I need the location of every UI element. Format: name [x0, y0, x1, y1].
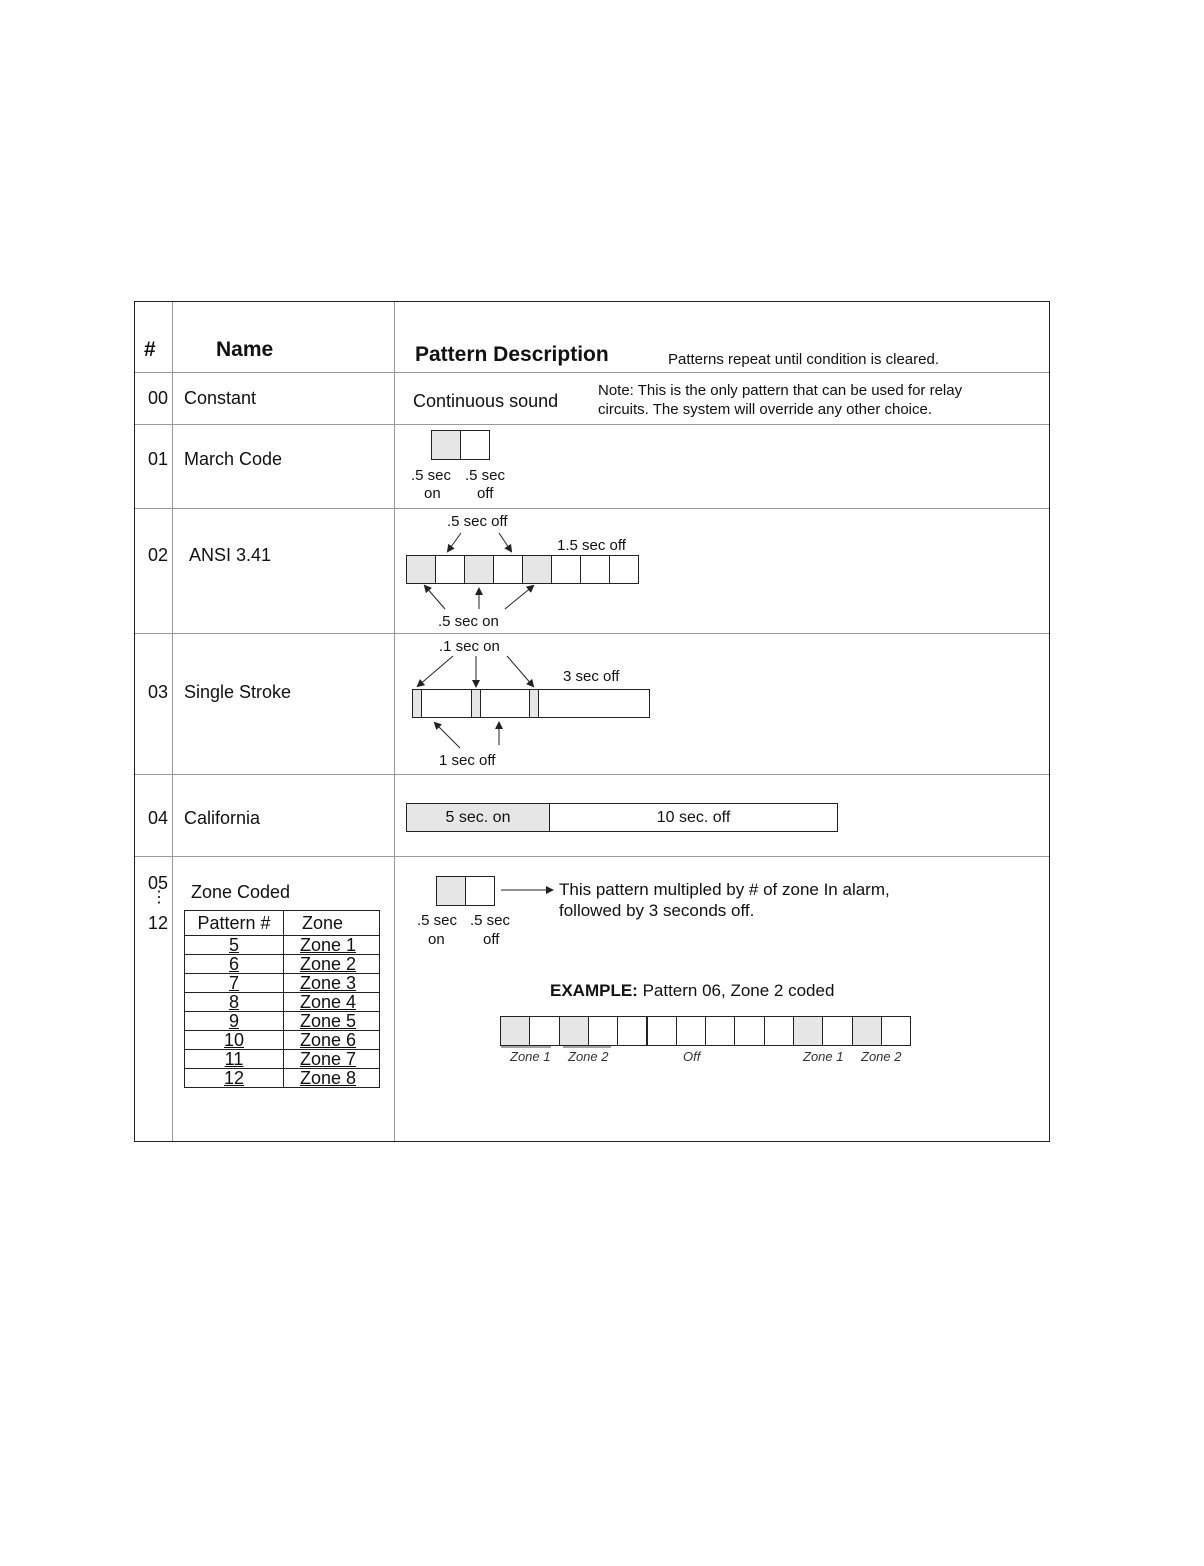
example-label-zone1: Zone 1 [510, 1049, 551, 1064]
stroke-bottom-label: 1 sec off [439, 752, 496, 769]
arrow [505, 586, 533, 609]
ansi-bottom-label: .5 sec on [438, 613, 499, 630]
zone-on-label-2: on [428, 931, 445, 948]
california-on-segment: 5 sec. on [406, 803, 550, 832]
header-pattern-description: Pattern Description [415, 343, 609, 366]
example-label-zone2-repeat: Zone 2 [861, 1049, 902, 1064]
arrow-layer [135, 302, 1051, 1143]
arrow [425, 586, 445, 609]
example-bold: EXAMPLE: [550, 981, 638, 1000]
zone-table-header-zone: Zone [284, 911, 380, 936]
march-on-label: .5 sec [411, 467, 452, 484]
row-03-number: 03 [148, 682, 169, 702]
zone-name: Zone 7 [284, 1050, 380, 1069]
notification-pattern-table [134, 301, 1050, 1142]
header-number: # [144, 338, 156, 361]
pattern-number: 8 [185, 993, 284, 1012]
march-on-label-2: on [424, 485, 441, 502]
example-label-zone2: Zone 2 [568, 1049, 609, 1064]
stroke-long-off-label: 3 sec off [563, 668, 620, 685]
row-01-number: 01 [148, 449, 169, 469]
zone-desc-line1: This pattern multipled by # of zone In alarm, [559, 880, 890, 899]
row-02-name: ANSI 3.41 [189, 545, 272, 565]
pattern-number: 6 [185, 955, 284, 974]
example-label-zone1-repeat: Zone 1 [803, 1049, 844, 1064]
california-off-segment: 10 sec. off [549, 803, 838, 832]
pattern-number: 5 [185, 936, 284, 955]
ansi-long-off-label: 1.5 sec off [557, 537, 626, 554]
row-04-name: California [184, 808, 261, 828]
stroke-top-label: .1 sec on [439, 638, 500, 655]
zone-desc-line2: followed by 3 seconds off. [559, 901, 755, 920]
zone-name: Zone 4 [284, 993, 380, 1012]
arrow [435, 723, 460, 748]
row-04-number: 04 [148, 808, 169, 828]
row-05-12-name: Zone Coded [191, 882, 291, 902]
row-range-dots: ⋮ [151, 889, 167, 906]
zone-name: Zone 6 [284, 1031, 380, 1050]
row-00-note-line2: circuits. The system will override any other choice. [598, 401, 933, 418]
row-05-number: 05 [148, 873, 169, 893]
zone-table-header-pattern: Pattern # [185, 911, 284, 936]
zone-on-label: .5 sec [417, 912, 458, 929]
row-00-name: Constant [184, 388, 257, 408]
example-text: Pattern 06, Zone 2 coded [637, 981, 835, 1000]
arrow [507, 656, 533, 686]
arrow [448, 533, 461, 551]
zone-name: Zone 2 [284, 955, 380, 974]
zone-name: Zone 1 [284, 936, 380, 955]
row-12-number: 12 [148, 913, 169, 933]
march-off-label: .5 sec [465, 467, 506, 484]
row-01-name: March Code [184, 449, 283, 469]
row-00-number: 00 [148, 388, 169, 408]
zone-off-label-2: off [483, 931, 500, 948]
example-label-off: Off [683, 1049, 701, 1064]
pattern-number: 7 [185, 974, 284, 993]
pattern-number: 9 [185, 1012, 284, 1031]
march-off-label-2: off [477, 485, 494, 502]
zone-name: Zone 3 [284, 974, 380, 993]
row-00-note-line1: Note: This is the only pattern that can be used for relay [598, 382, 963, 399]
pattern-number: 11 [185, 1050, 284, 1069]
zone-name: Zone 5 [284, 1012, 380, 1031]
arrow [499, 533, 511, 551]
header-name: Name [216, 338, 274, 361]
row-03-name: Single Stroke [184, 682, 292, 702]
row-00-description: Continuous sound [413, 391, 559, 411]
arrow [418, 656, 453, 686]
ansi-top-label: .5 sec off [447, 513, 508, 530]
row-02-number: 02 [148, 545, 169, 565]
pattern-number: 12 [185, 1069, 284, 1088]
pattern-number: 10 [185, 1031, 284, 1050]
zone-off-label: .5 sec [470, 912, 511, 929]
header-repeat-note: Patterns repeat until condition is cleared. [668, 351, 939, 368]
zone-name: Zone 8 [284, 1069, 380, 1088]
